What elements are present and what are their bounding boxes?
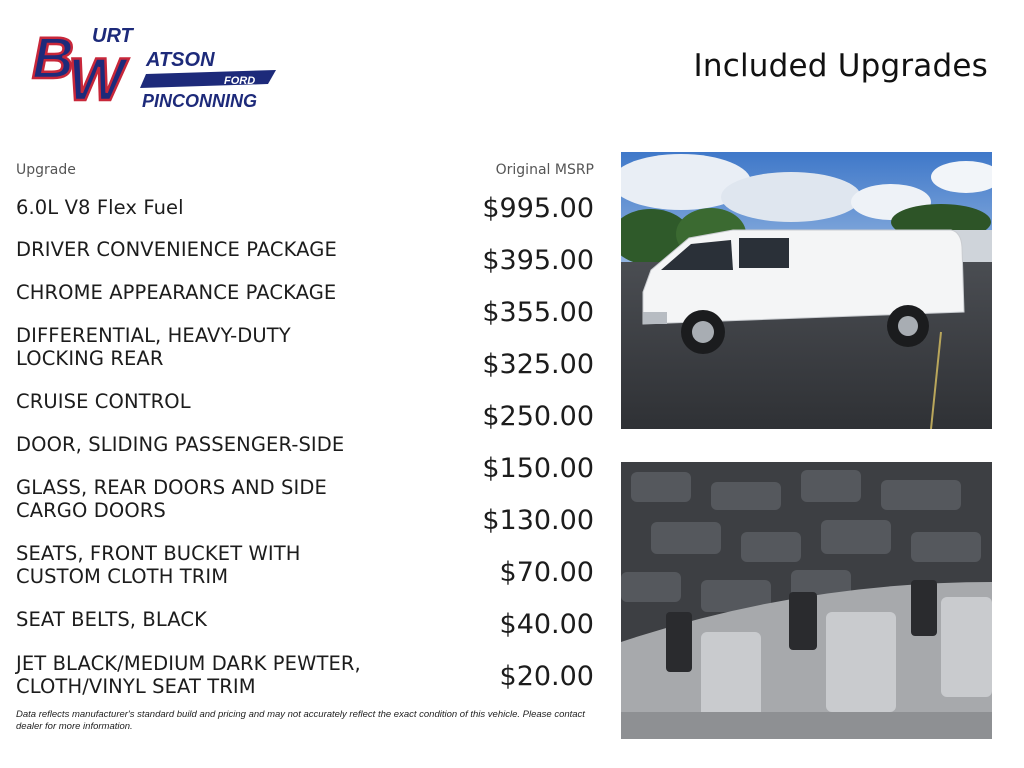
logo-initial-w: W bbox=[68, 46, 125, 112]
upgrade-item: DOOR, SLIDING PASSENGER-SIDE bbox=[16, 433, 345, 456]
van-photo-graphic bbox=[621, 152, 992, 429]
tire-tread-photo[interactable] bbox=[621, 462, 992, 739]
price-value: $150.00 bbox=[482, 453, 594, 484]
logo-line-atson: ATSON bbox=[146, 49, 215, 71]
logo-line-urt: URT bbox=[92, 25, 133, 47]
upgrade-item: CHROME APPEARANCE PACKAGE bbox=[16, 281, 337, 304]
dealer-logo[interactable] bbox=[28, 20, 278, 112]
logo-initial-b: B bbox=[32, 26, 74, 91]
price-value: $395.00 bbox=[482, 245, 594, 276]
price-value: $355.00 bbox=[482, 297, 594, 328]
price-value: $130.00 bbox=[482, 505, 594, 536]
upgrade-item: SEAT BELTS, BLACK bbox=[16, 608, 207, 631]
tire-tread-photo-graphic bbox=[621, 462, 992, 739]
upgrade-item: GLASS, REAR DOORS AND SIDE CARGO DOORS bbox=[16, 476, 327, 522]
disclaimer-text: Data reflects manufacturer's standard build and pricing and may not accurately reflect the exact condition of this vehicle. Please contact dealer for more information. bbox=[16, 709, 585, 732]
dealer-logo-graphic bbox=[28, 20, 278, 112]
price-value: $250.00 bbox=[482, 401, 594, 432]
price-value: $70.00 bbox=[499, 557, 594, 588]
van-photo[interactable] bbox=[621, 152, 992, 429]
price-value: $325.00 bbox=[482, 349, 594, 380]
upgrade-item: DIFFERENTIAL, HEAVY-DUTY LOCKING REAR bbox=[16, 324, 291, 370]
upgrade-item: JET BLACK/MEDIUM DARK PEWTER, CLOTH/VINYL SEAT TRIM bbox=[16, 652, 361, 698]
column-header-msrp: Original MSRP bbox=[495, 162, 594, 178]
page-title: Included Upgrades bbox=[693, 48, 988, 84]
logo-line-ford: FORD bbox=[224, 75, 256, 87]
upgrade-item: DRIVER CONVENIENCE PACKAGE bbox=[16, 238, 337, 261]
price-value: $995.00 bbox=[482, 193, 594, 224]
upgrade-item: 6.0L V8 Flex Fuel bbox=[16, 196, 184, 219]
upgrade-item: SEATS, FRONT BUCKET WITH CUSTOM CLOTH TRIM bbox=[16, 542, 301, 588]
logo-line-pinconning: PINCONNING bbox=[142, 91, 258, 111]
price-value: $40.00 bbox=[499, 609, 594, 640]
upgrade-item: CRUISE CONTROL bbox=[16, 390, 191, 413]
price-value: $20.00 bbox=[499, 661, 594, 692]
column-header-upgrade: Upgrade bbox=[16, 162, 76, 178]
